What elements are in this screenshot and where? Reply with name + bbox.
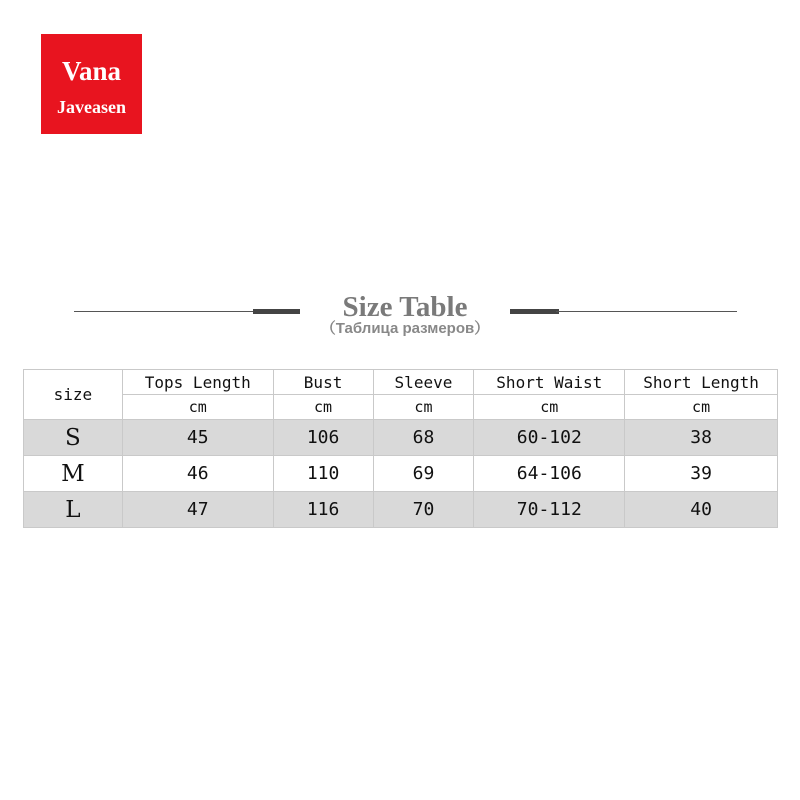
size-name-cell: S — [24, 420, 123, 456]
table-cell: 45 — [122, 420, 273, 456]
title-section — [0, 290, 800, 340]
title-divider-left-thick — [253, 309, 300, 314]
table-row — [24, 456, 778, 492]
table-cell: 60-102 — [474, 420, 625, 456]
table-cell: 68 — [373, 420, 474, 456]
table-cell: 116 — [273, 492, 373, 528]
table-cell: 70-112 — [474, 492, 625, 528]
table-cell: 64-106 — [474, 456, 625, 492]
table-cell: 47 — [122, 492, 273, 528]
size-column-header: size — [24, 370, 123, 420]
title-divider-right-thin — [556, 311, 737, 312]
size-table — [23, 369, 778, 528]
page-subtitle: （Таблица размеров） — [320, 320, 490, 337]
table-cell: 46 — [122, 456, 273, 492]
unit-cell: cm — [373, 395, 474, 420]
column-header: Bust — [273, 370, 373, 395]
column-header: Short Length — [625, 370, 778, 395]
brand-logo — [41, 34, 142, 134]
column-header: Sleeve — [373, 370, 474, 395]
table-row — [24, 420, 778, 456]
column-header: Short Waist — [474, 370, 625, 395]
brand-name-line1: Vana — [61, 56, 122, 86]
table-cell: 38 — [625, 420, 778, 456]
unit-cell: cm — [122, 395, 273, 420]
page-title: Size Table — [342, 291, 468, 323]
table-cell: 69 — [373, 456, 474, 492]
table-cell: 110 — [273, 456, 373, 492]
size-name-cell: L — [24, 492, 123, 528]
column-header: Tops Length — [122, 370, 273, 395]
title-divider-left-thin — [74, 311, 256, 312]
unit-cell: cm — [625, 395, 778, 420]
table-cell: 39 — [625, 456, 778, 492]
table-unit-row — [24, 395, 778, 420]
table-cell: 70 — [373, 492, 474, 528]
table-cell: 106 — [273, 420, 373, 456]
unit-cell: cm — [273, 395, 373, 420]
table-cell: 40 — [625, 492, 778, 528]
brand-name-line2: Javeasen — [57, 97, 126, 117]
unit-cell: cm — [474, 395, 625, 420]
table-header-row — [24, 370, 778, 395]
table-row — [24, 492, 778, 528]
title-divider-right-thick — [510, 309, 559, 314]
size-name-cell: M — [24, 456, 123, 492]
